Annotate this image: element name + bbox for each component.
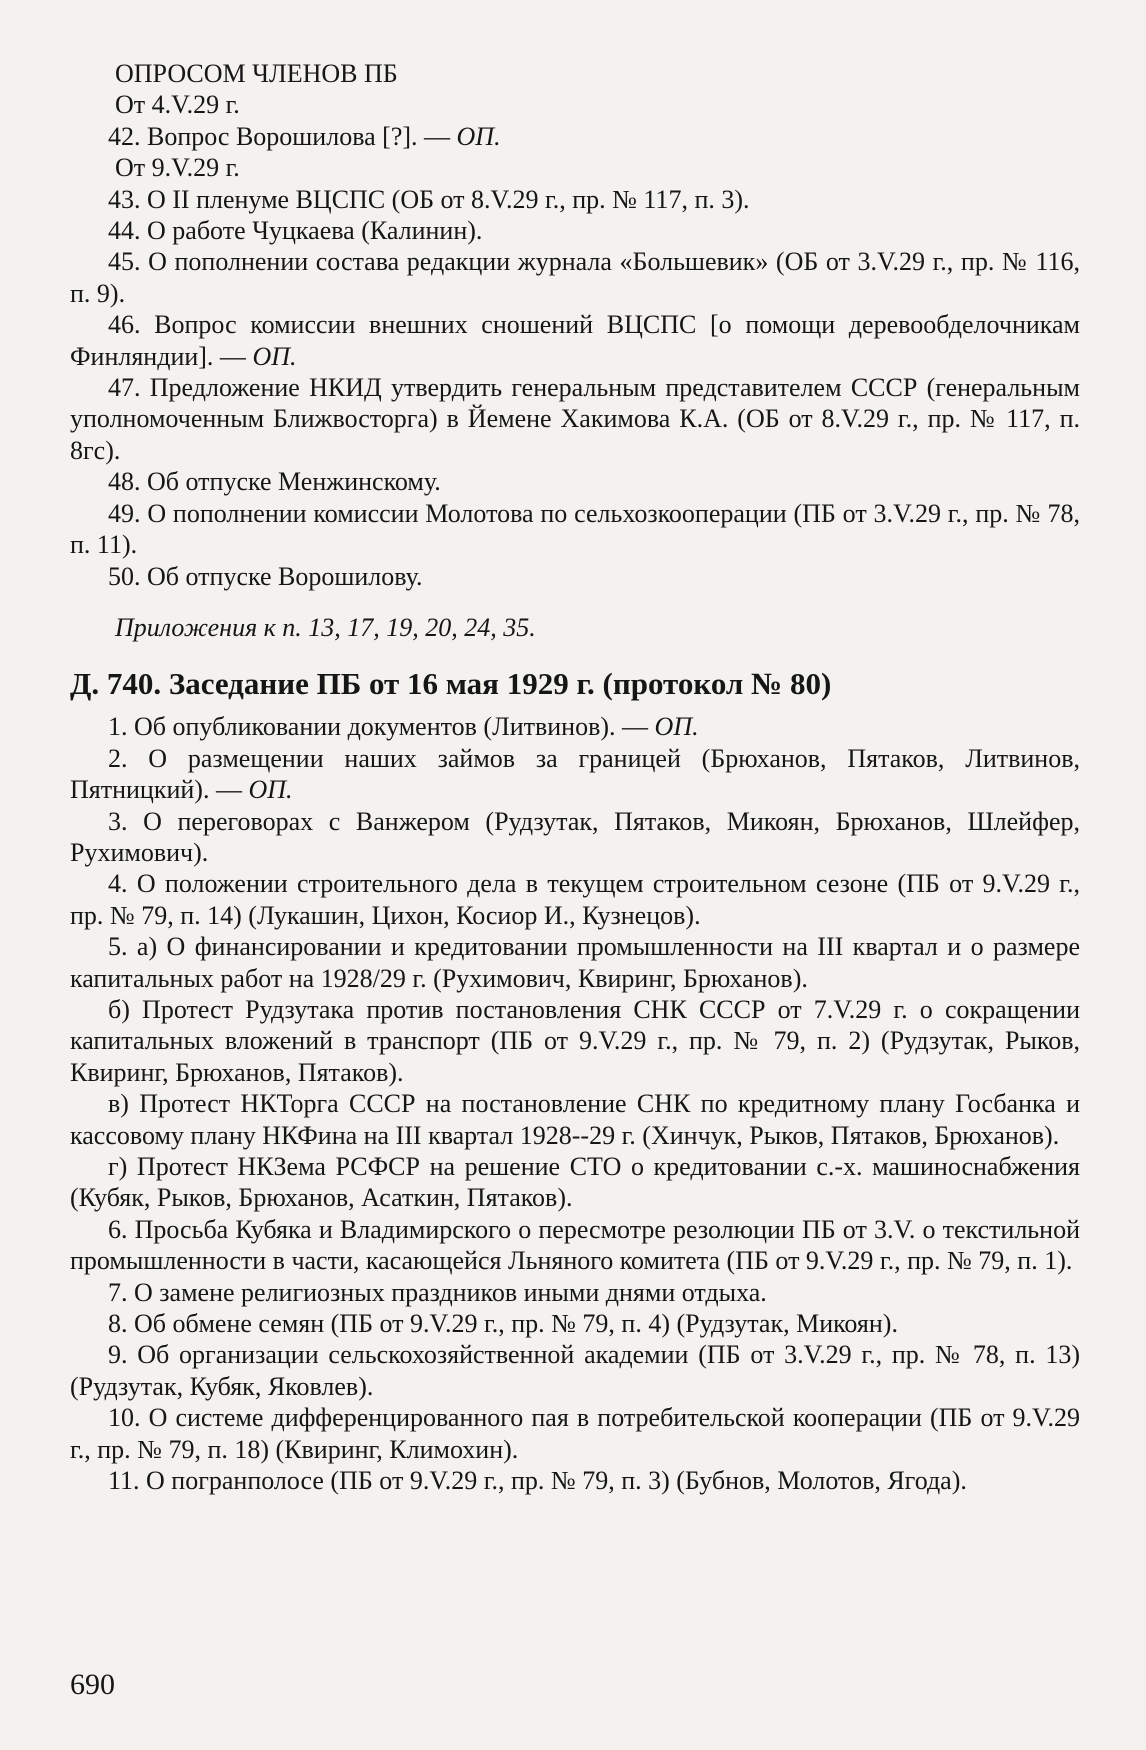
agenda-item: 1. Об опубликовании документов (Литвинов). — ОП. [108, 712, 699, 742]
agenda-item: 2. О размещении наших займов за границей (Брюханов, Пятаков, Литвинов, Пятницкий). — ОП. [70, 743, 1080, 805]
agenda-item: 3. О переговорах с Ванжером (Рудзутак, Пятаков, Микоян, Брюханов, Шлейфер, Рухимович). [70, 806, 1080, 867]
agenda-item: г) Протест НКЗема РСФСР на решение СТО о кредитовании с.-х. машиноснабжения (Кубяк, Рыков, Брюханов, Асаткин, Пятаков). [70, 1152, 1080, 1213]
agenda-item: 5. а) О финансировании и кредитовании промышленности на III квартал и о размере капитальных работ на 1928/29 г. (Рухимович, Квиринг, Брюханов). [70, 932, 1080, 993]
agenda-item: 10. О системе дифференцированного пая в потребительской кооперации (ПБ от 9.V.29 г., пр. № 79, п. 18) (Квиринг, Климохин). [70, 1403, 1080, 1464]
agenda-item: 4. О положении строительного дела в текущем строительном сезоне (ПБ от 9.V.29 г., пр. № 79, п. 14) (Лукашин, Цихон, Косиор И., Кузнецов). [70, 869, 1080, 930]
agenda-item: 44. О работе Чуцкаева (Калинин). [108, 216, 483, 246]
agenda-item: 42. Вопрос Ворошилова [?]. — ОП. [108, 121, 501, 151]
agenda-item: б) Протест Рудзутака против постановления СНК СССР от 7.V.29 г. о сокращении капитальных вложений в транспорт (ПБ от 9.V.29 г., пр. № 79, п. 2) (Рудзутак, Рыков, Квиринг, Брюханов, Пятаков). [70, 994, 1080, 1087]
agenda-item: 7. О замене религиозных праздников иными днями отдыха. [108, 1277, 767, 1307]
agenda-item: 43. О II пленуме ВЦСПС (ОБ от 8.V.29 г., пр. № 117, п. 3). [108, 184, 750, 214]
agenda-item: 49. О пополнении комиссии Молотова по сельхозкооперации (ПБ от 3.V.29 г., пр. № 78, п. 11). [70, 498, 1080, 560]
decision-mark: ОП. [654, 712, 699, 742]
date-line: От 9.V.29 г. [115, 153, 240, 183]
agenda-item: 9. Об организации сельскохозяйственной академии (ПБ от 3.V.29 г., пр. № 78, п. 13) (Рудзутак, Кубяк, Яковлев). [70, 1340, 1080, 1401]
document-page [70, 58, 1080, 1496]
agenda-item: 46. Вопрос комиссии внешних сношений ВЦСПС [о помощи деревообделочникам Финляндии]. — ОП. [70, 310, 1080, 371]
date-line: От 4.V.29 г. [115, 90, 240, 120]
page-number: 690 [70, 1668, 115, 1701]
agenda-item: 45. О пополнении состава редакции журнала «Большевик» (ОБ от 3.V.29 г., пр. № 116, п. 9). [70, 247, 1080, 308]
appendix-note: Приложения к п. 13, 17, 19, 20, 24, 35. [115, 612, 536, 642]
agenda-item: 8. Об обмене семян (ПБ от 9.V.29 г., пр. № 79, п. 4) (Рудзутак, Микоян). [108, 1309, 898, 1339]
agenda-item: в) Протест НКТорга СССР на постановление СНК по кредитному плану Госбанка и кассовому плану НКФина на III квартал 1928--29 г. (Хинчук, Рыков, Пятаков, Брюханов). [70, 1089, 1080, 1150]
agenda-item: 50. Об отпуске Ворошилову. [108, 561, 423, 591]
decision-mark: ОП. [248, 775, 293, 805]
decision-mark: ОП. [456, 121, 501, 151]
document-title: Д. 740. Заседание ПБ от 16 мая 1929 г. (протокол № 80) [70, 666, 832, 702]
agenda-item: 47. Предложение НКИД утвердить генеральным представителем СССР (генеральным уполномоченным Ближвосторга) в Йемене Хакимова К.А. (ОБ от 8.V.29 г., пр. № 117, п. 8гс). [70, 373, 1080, 465]
agenda-item: 48. Об отпуске Менжинскому. [108, 467, 441, 497]
section-heading: ОПРОСОМ ЧЛЕНОВ ПБ [115, 59, 398, 88]
agenda-item: 11. О погранполосе (ПБ от 9.V.29 г., пр. № 79, п. 3) (Бубнов, Молотов, Ягода). [108, 1466, 967, 1496]
agenda-item: 6. Просьба Кубяка и Владимирского о пересмотре резолюции ПБ от 3.V. о текстильной промышленности в части, касающейся Льняного комитета (ПБ от 9.V.29 г., пр. № 79, п. 1). [70, 1214, 1080, 1276]
decision-mark: ОП. [252, 341, 297, 371]
